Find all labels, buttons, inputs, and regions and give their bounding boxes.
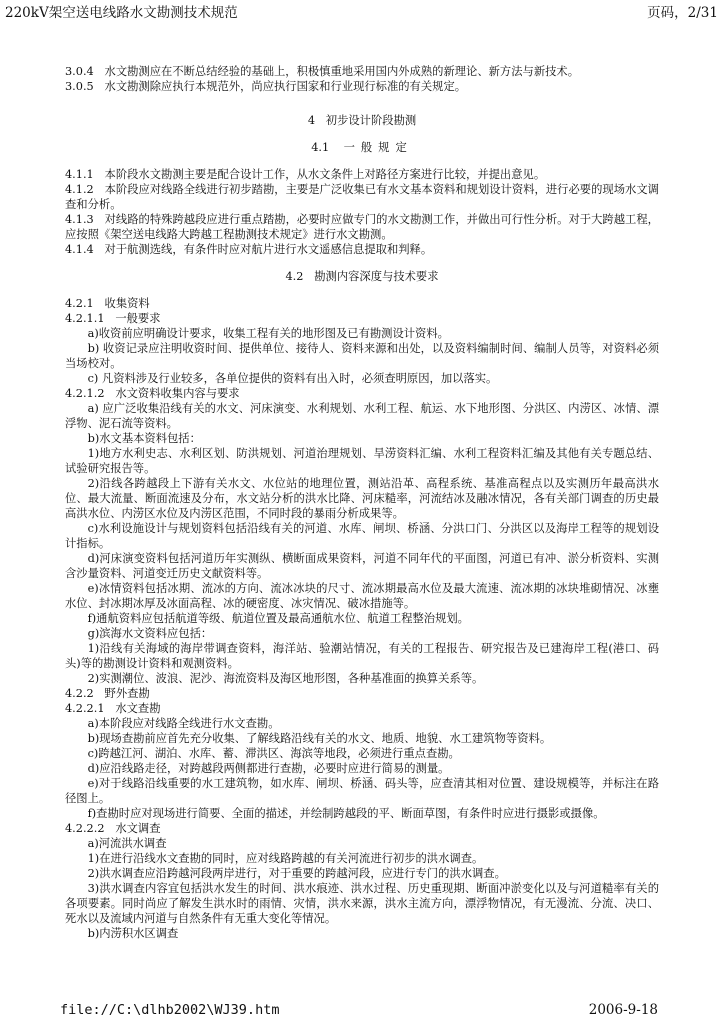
paragraph: [65, 731, 659, 746]
clause-text: e)对于线路沿线重要的水工建筑物，如水库、闸坝、桥涵、码头等，应查清其相对位置、建设规模等，并标注在路径图上。: [65, 777, 659, 805]
paragraph: [65, 476, 659, 521]
page-footer: [0, 1002, 724, 1022]
paragraph: [65, 341, 659, 371]
paragraph: [65, 881, 659, 926]
clause-text: b)水文基本资料包括：: [87, 432, 201, 445]
paragraph: [65, 446, 659, 476]
clause-text: a)河流洪水调查: [87, 837, 167, 850]
document-body: [65, 64, 659, 941]
clause-number: 4.1.1: [65, 168, 94, 181]
clause-text: f)查勘时应对现场进行简要、全面的描述，并绘制跨越段的平、断面草图，有条件时应进行摄影或摄像。: [87, 807, 605, 820]
clause-text: 水文勘测应在不断总结经验的基础上，积极慎重地采用国内外成熟的新理论、新方法与新技术。: [104, 65, 580, 78]
paragraph: [65, 776, 659, 806]
clause-text: c) 凡资料涉及行业较多，各单位提供的资料有出入时，必须查明原因，加以落实。: [87, 372, 498, 385]
clause-text: c)跨越江河、湖泊、水库、蓄、滞洪区、海滨等地段，必须进行重点查勘。: [87, 747, 460, 760]
section-number: 4.2: [285, 270, 304, 283]
paragraph: [65, 926, 659, 941]
clause: [65, 212, 659, 242]
paragraph: [65, 716, 659, 731]
clause-text: 一般要求: [115, 312, 161, 325]
chapter-title: 初步设计阶段勘测: [325, 114, 417, 127]
clause-text: b) 收资记录应注明收资时间、提供单位、接待人、资料来源和出处，以及资料编制时间、编制人员等，对资料必须当场校对。: [65, 342, 659, 370]
clause: [65, 386, 659, 401]
clause: [65, 182, 659, 212]
clause-number: 4.2.2.1: [65, 702, 105, 715]
clause-text: 对线路的特殊跨越段应进行重点踏勘，必要时应做专门的水文勘测工作，并做出可行性分析。对于大跨越工程，应按照《架空送电线路大跨越工程勘测技术规定》进行水文勘测。: [65, 213, 659, 241]
clause-number: 4.2.2: [65, 687, 94, 700]
section-heading-4-2: [65, 269, 659, 284]
clause-text: 2)实测潮位、波浪、泥沙、海流资料及海区地形图，各种基准面的换算关系等。: [87, 672, 484, 685]
clause-number: 4.2.2.2: [65, 822, 105, 835]
paragraph: [65, 866, 659, 881]
clause: [65, 701, 659, 716]
page-number: 页码，2/31: [647, 5, 718, 21]
clause-number: 4.1.3: [65, 213, 94, 226]
clause: [65, 167, 659, 182]
paragraph: [65, 761, 659, 776]
clause: [65, 821, 659, 836]
clause-text: d)河床演变资料包括河道历年实测纵、横断面成果资料，河道不同年代的平面图，河道已有冲、淤分析资料、实测含沙量资料、河道变迁历史文献资料等。: [65, 552, 659, 580]
paragraph: [65, 806, 659, 821]
clause-number: 4.2.1.2: [65, 387, 105, 400]
document-title: 220kV架空送电线路水文勘测技术规范: [5, 5, 238, 21]
clause-text: 水文勘测除应执行本规范外，尚应执行国家和行业现行标准的有关规定。: [104, 80, 467, 93]
clause: [65, 79, 659, 94]
clause-text: 2)洪水调查应沿跨越河段两岸进行，对于重要的跨越河段，应进行专门的洪水调查。: [87, 867, 506, 880]
paragraph: [65, 581, 659, 611]
clause-text: 1)在进行沿线水文查勘的同时，应对线路跨越的有关河流进行初步的洪水调查。: [87, 852, 484, 865]
clauses-4-2: [65, 296, 659, 941]
file-path: file://C:\dlhb2002\WJ39.htm: [60, 1002, 280, 1018]
clause-number: 3.0.5: [65, 80, 94, 93]
paragraph: [65, 401, 659, 431]
paragraph: [65, 851, 659, 866]
clause-text: e)冰情资料包括冰期、流冰的方向、流冰冰块的尺寸、流冰期最高水位及最大流速、流冰期的冰块堆砌情况、冰壅水位、封冰期冰厚及冰面高程、冰的硬密度、冰灾情况、破冰措施等。: [65, 582, 659, 610]
paragraph: [65, 836, 659, 851]
clause-number: 4.2.1: [65, 297, 94, 310]
clause-text: 水文资料收集内容与要求: [115, 387, 240, 400]
clause-text: g)滨海水文资料应包括：: [87, 627, 213, 640]
clauses-3-0: [65, 64, 659, 94]
clause-text: f)通航资料应包括航道等级、航道位置及最高通航水位、航道工程整治规划。: [87, 612, 469, 625]
clause: [65, 296, 659, 311]
clause-text: a)本阶段应对线路全线进行水文查勘。: [87, 717, 280, 730]
chapter-heading: [65, 113, 659, 128]
paragraph: [65, 521, 659, 551]
print-date: 2006-9-18: [588, 1002, 658, 1018]
paragraph: [65, 626, 659, 641]
paragraph: [65, 431, 659, 446]
clause-text: 野外查勘: [104, 687, 150, 700]
clauses-4-1: [65, 167, 659, 257]
clause: [65, 64, 659, 79]
clause-text: b)内涝积水区调查: [87, 927, 179, 940]
clause-text: c)水利设施设计与规划资料包括沿线有关的河道、水库、闸坝、桥涵、分洪口门、分洪区以及海岸工程等的规划设计指标。: [65, 522, 659, 550]
clause-number: 4.1.4: [65, 243, 94, 256]
section-title: 勘测内容深度与技术要求: [314, 270, 439, 283]
clause-text: 本阶段应对线路全线进行初步踏勘，主要是广泛收集已有水文基本资料和规划设计资料，进行必要的现场水文调查和分析。: [65, 183, 659, 211]
chapter-number: 4: [307, 114, 315, 127]
clause-text: a) 应广泛收集沿线有关的水文、河床演变、水利规划、水利工程、航运、水下地形图、分洪区、内涝区、冰情、漂浮物、泥石流等资料。: [65, 402, 659, 430]
paragraph: [65, 641, 659, 671]
clause-number: 4.2.1.1: [65, 312, 105, 325]
section-heading-4-1: [65, 140, 659, 155]
clause-text: 水文查勘: [115, 702, 161, 715]
section-title: 一般规定: [343, 141, 413, 154]
clause-text: 对于航测选线，有条件时应对航片进行水文遥感信息提取和判释。: [104, 243, 433, 256]
clause-text: b)现场查勘前应首先充分收集、了解线路沿线有关的水文、地质、地貌、水工建筑物等资料。: [87, 732, 552, 745]
clause: [65, 686, 659, 701]
clause: [65, 311, 659, 326]
clause-text: 1)地方水利史志、水利区划、防洪规划、河道治理规划、旱涝资料汇编、水利工程资料汇编及其他有关专题总结、试验研究报告等。: [65, 447, 659, 475]
section-number: 4.1: [311, 141, 330, 154]
clause-text: 本阶段水文勘测主要是配合设计工作，从水文条件上对路径方案进行比较，并提出意见。: [104, 168, 546, 181]
clause-text: d)应沿线路走径，对跨越段两侧都进行查勘，必要时应进行简易的测量。: [87, 762, 450, 775]
paragraph: [65, 326, 659, 341]
paragraph: [65, 671, 659, 686]
clause-text: 水文调查: [115, 822, 161, 835]
clause-text: 1)沿线有关海域的海岸带调查资料，海洋站、验潮站情况，有关的工程报告、研究报告及已建海岸工程(港口、码头)等的勘测设计资料和观测资料。: [65, 642, 659, 670]
clause-text: 收集资料: [104, 297, 150, 310]
page-header: [0, 0, 724, 22]
paragraph: [65, 551, 659, 581]
clause-number: 4.1.2: [65, 183, 94, 196]
clause: [65, 242, 659, 257]
paragraph: [65, 611, 659, 626]
clause-text: a)收资前应明确设计要求，收集工程有关的地形图及已有勘测设计资料。: [87, 327, 449, 340]
clause-text: 2)沿线各跨越段上下游有关水文、水位站的地理位置，测站沿革、高程系统、基准高程点以及实测历年最高洪水位、最大流量、断面流速及分布，水文站分析的洪水比降、河床糙率，河流结冰及融冰情况，各有关部门调查的历史最高洪水位、内涝区水位及内涝区范围，不同时段的暴雨分析成果等。: [65, 477, 659, 520]
clause-number: 3.0.4: [65, 65, 94, 78]
paragraph: [65, 371, 659, 386]
paragraph: [65, 746, 659, 761]
clause-text: 3)洪水调查内容宜包括洪水发生的时间、洪水痕迹、洪水过程、历史重现期、断面冲淤变化以及与河道糙率有关的各项要素。同时尚应了解发生洪水时的雨情、灾情，洪水来源，洪水主流方向，漂浮物情况，有无漫流、分流、决口、死水以及流域内河道与自然条件有无重大变化等情况。: [65, 882, 659, 925]
